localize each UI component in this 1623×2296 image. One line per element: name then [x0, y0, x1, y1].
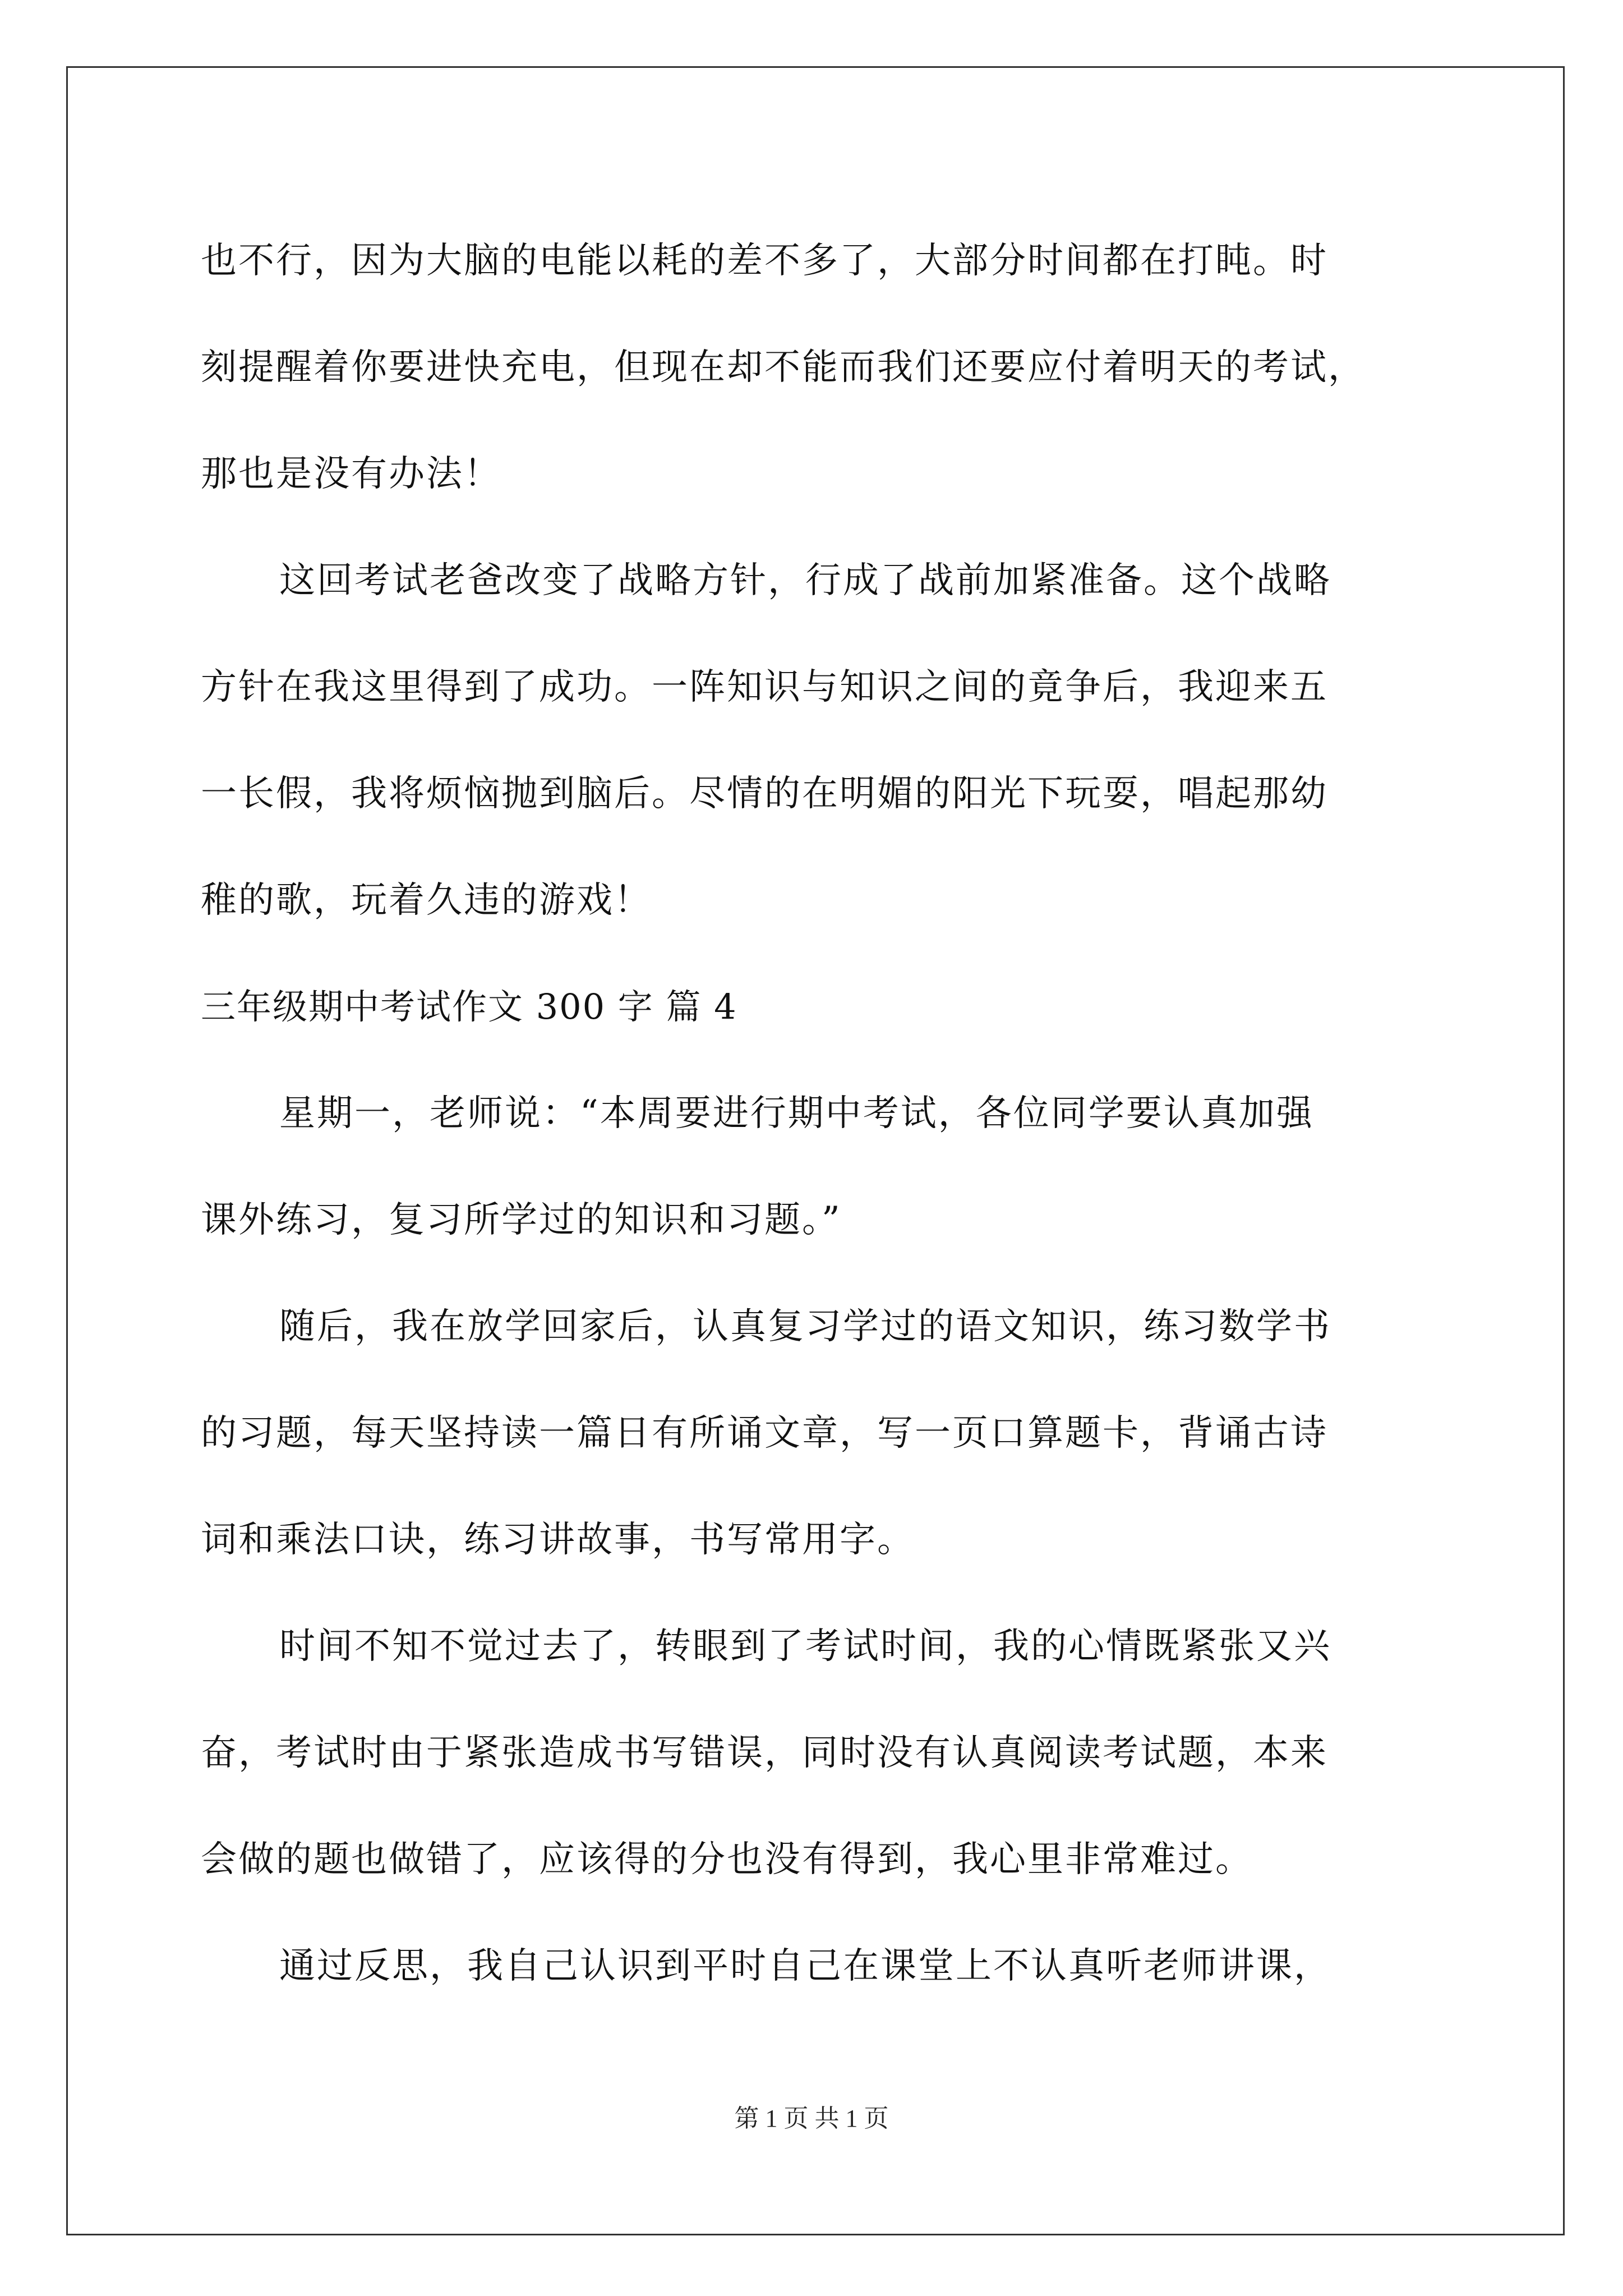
text-line-5: 方针在我这里得到了成功。一阵知识与知识之间的竟争后，我迎来五	[201, 666, 1328, 708]
text-line-6: 一长假，我将烦恼抛到脑后。尽情的在明媚的阳光下玩耍，唱起那幼	[201, 773, 1328, 815]
text-line-7: 稚的歌，玩着久违的游戏！	[201, 880, 652, 921]
text-line-13: 词和乘法口诀，练习讲故事，书写常用字。	[201, 1519, 915, 1561]
text-line-9: 星期一，老师说：“本周要进行期中考试，各位同学要认真加强	[279, 1093, 1314, 1134]
page-footer: 第 1 页 共 1 页	[734, 2105, 889, 2132]
text-line-12: 的习题，每天坚持读一篇日有所诵文章，写一页口算题卡，背诵古诗	[201, 1412, 1328, 1454]
text-line-10: 课外练习，复习所学过的知识和习题。”	[201, 1199, 842, 1241]
text-line-4: 这回考试老爸改变了战略方针，行成了战前加紧准备。这个战略	[279, 560, 1331, 601]
text-line-14: 时间不知不觉过去了，转眼到了考试时间，我的心情既紧张又兴	[279, 1626, 1331, 1667]
text-line-16: 会做的题也做错了，应该得的分也没有得到，我心里非常难过。	[201, 1839, 1253, 1880]
text-line-17: 通过反思，我自己认识到平时自己在课堂上不认真听老师讲课，	[279, 1945, 1331, 1987]
text-line-11: 随后，我在放学回家后，认真复习学过的语文知识，练习数学书	[279, 1306, 1331, 1347]
text-line-1: 也不行，因为大脑的电能以耗的差不多了，大部分时间都在打盹。时	[201, 240, 1328, 282]
section-heading: 三年级期中考试作文 300 字 篇 4	[201, 986, 737, 1027]
text-line-3: 那也是没有办法！	[201, 453, 501, 495]
text-line-15: 奋，考试时由于紧张造成书写错误，同时没有认真阅读考试题，本来	[201, 1732, 1328, 1774]
document-body	[201, 208, 1440, 2019]
text-line-2: 刻提醒着你要进快充电，但现在却不能而我们还要应付着明天的考试，	[201, 347, 1366, 388]
